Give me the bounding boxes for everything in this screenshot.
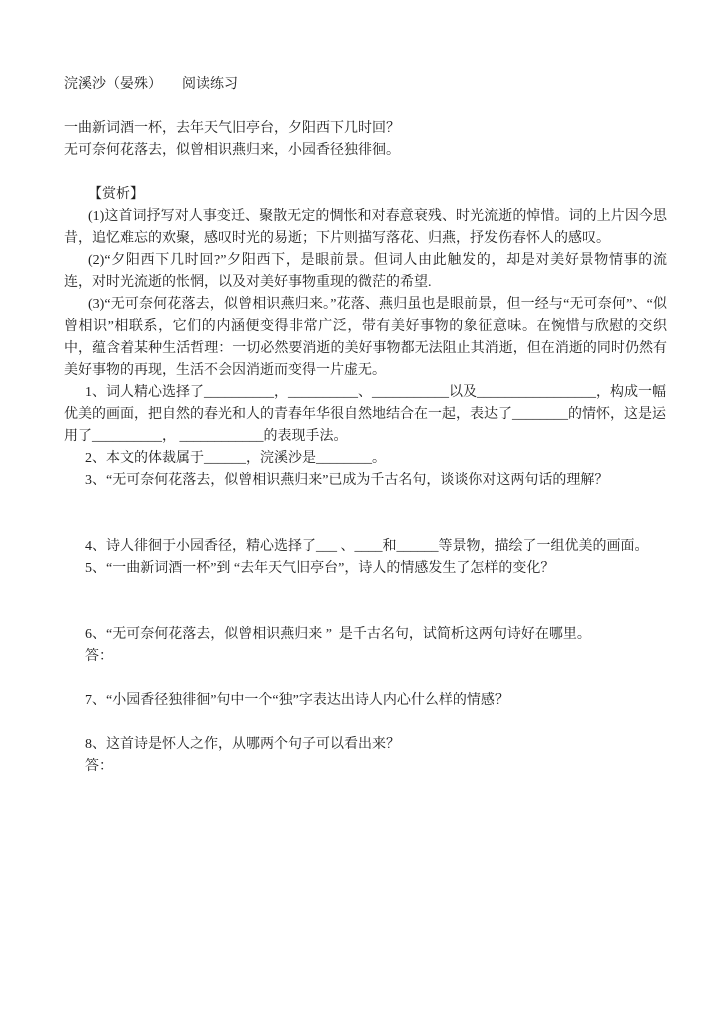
question-3: 3、“无可奈何花落去，似曾相识燕归来”已成为千古名句，谈谈你对这两句话的理解？ bbox=[85, 473, 609, 488]
analysis-paragraph-2: (2)“夕阳西下几时回?”夕阳西下，是眼前景。但词人由此触发的，却是对美好景物情事的流连，对时光流逝的怅惘，以及对美好事物重现的微茫的希望. bbox=[64, 253, 667, 290]
spacer bbox=[64, 96, 667, 118]
answer-space bbox=[64, 580, 667, 624]
spacer bbox=[64, 162, 667, 184]
analysis-paragraph-3: (3)“无可奈何花落去，似曾相识燕归来。”花落、燕归虽也是眼前景，但一经与“无可奈何”、“似曾相识”相联系，它们的内涵便变得非常广泛，带有美好事物的象征意味。在惋惜与欣慰的交织中，蕴含着某种生活哲理：一切必然要消逝的美好事物都无法阻止其消逝，但在消逝的同时仍然有美好事物的再现，生活不会因消逝而变得一片虚无。 bbox=[64, 297, 667, 378]
title-poem-name: 浣溪沙（晏殊） bbox=[64, 77, 162, 92]
question-7: 7、“小园香径独徘徊”句中一个“独”字表达出诗人内心什么样的情感？ bbox=[85, 693, 509, 708]
analysis-heading: 【赏析】 bbox=[88, 187, 144, 202]
title-exercise-label: 阅读练习 bbox=[182, 77, 238, 92]
answer-space bbox=[64, 668, 667, 690]
answer-space bbox=[64, 712, 667, 734]
question-1: 1、词人精心选择了__________，__________、___________以及_________________，构成一幅优美的画面，把自然的春光和人的青春年华很自然地结合在一起，表达了________的情怀，这是运用了__________， ____________的表现手法。 bbox=[64, 385, 666, 444]
analysis-paragraph-1: (1)这首词抒写对人事变迁、聚散无定的惆怅和对春意衰残、时光流逝的悼惜。词的上片因今思昔，追忆难忘的欢聚，感叹时光的易逝；下片则描写落花、归燕，抒发伤春怀人的感叹。 bbox=[64, 209, 667, 246]
poem-line-1: 一曲新词酒一杯，去年天气旧亭台，夕阳西下几时回？ bbox=[64, 121, 400, 136]
question-4: 4、诗人徘徊于小园香径，精心选择了___ 、____和______等景物，描绘了一组优美的画面。 bbox=[85, 539, 649, 554]
answer-label-q8: 答： bbox=[85, 759, 113, 774]
question-2: 2、本文的体裁属于______，浣溪沙是________。 bbox=[85, 451, 386, 466]
page-title bbox=[64, 74, 667, 96]
question-5: 5、“一曲新词酒一杯”到 “去年天气旧亭台”，诗人的情感发生了怎样的变化？ bbox=[85, 561, 555, 576]
answer-space bbox=[64, 492, 667, 536]
question-6: 6、“无可奈何花落去，似曾相识燕归来 ” 是千古名句，试简析这两句诗好在哪里。 bbox=[85, 627, 591, 642]
answer-label-q6: 答： bbox=[85, 649, 113, 664]
poem-line-2: 无可奈何花落去，似曾相识燕归来，小园香径独徘徊。 bbox=[64, 143, 400, 158]
question-8: 8、这首诗是怀人之作，从哪两个句子可以看出来？ bbox=[85, 737, 400, 752]
